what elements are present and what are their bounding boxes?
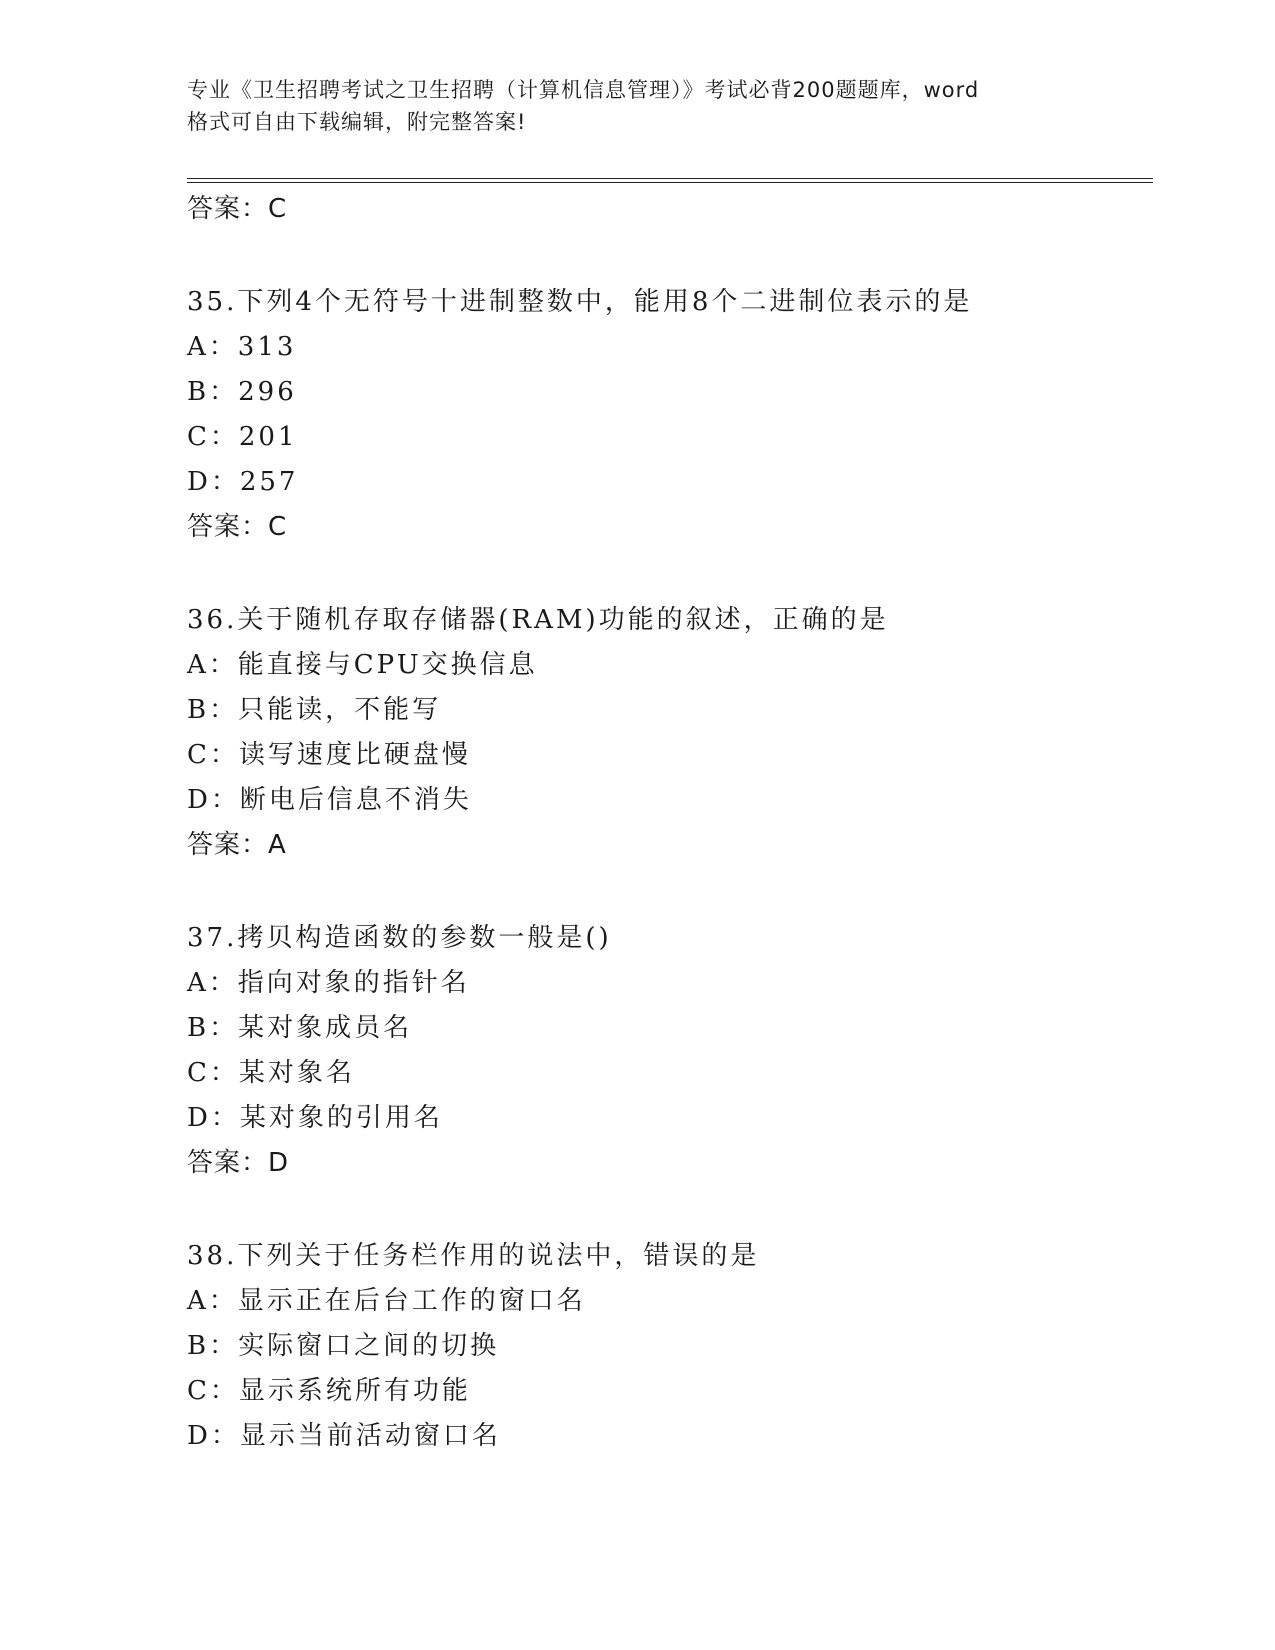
question-title: 36.关于随机存取存储器(RAM)功能的叙述，正确的是: [187, 605, 889, 635]
header-line-1: 专业《卫生招聘考试之卫生招聘（计算机信息管理）》考试必背200题题库，word: [187, 78, 980, 102]
answer: 答案：A: [187, 830, 287, 860]
question-title: 35.下列4个无符号十进制整数中，能用8个二进制位表示的是: [187, 287, 973, 317]
option-a: A：指向对象的指针名: [187, 968, 470, 998]
spacer: [187, 232, 1153, 280]
question-35: [187, 280, 1153, 550]
option-a: A：313: [187, 332, 297, 362]
option-d: D：断电后信息不消失: [187, 785, 472, 815]
question-title: 38.下列关于任务栏作用的说法中，错误的是: [187, 1241, 760, 1271]
question-list: [187, 186, 1153, 1459]
previous-answer: 答案：C: [187, 194, 288, 224]
header-line-2: 格式可自由下载编辑，附完整答案!: [187, 110, 527, 134]
option-d: D：显示当前活动窗口名: [187, 1421, 501, 1451]
option-b: B：只能读，不能写: [187, 695, 442, 725]
answer: 答案：D: [187, 1148, 290, 1178]
option-b: B：某对象成员名: [187, 1013, 413, 1043]
question-38: [187, 1234, 1153, 1459]
spacer: [187, 868, 1153, 916]
question-37: [187, 916, 1153, 1186]
question-36: [187, 598, 1153, 868]
spacer: [187, 550, 1153, 598]
header-divider: [187, 178, 1153, 183]
option-a: A：显示正在后台工作的窗口名: [187, 1286, 586, 1316]
option-d: D：某对象的引用名: [187, 1103, 443, 1133]
spacer: [187, 1186, 1153, 1234]
answer: 答案：C: [187, 512, 288, 542]
option-c: C：某对象名: [187, 1058, 355, 1088]
option-a: A：能直接与CPU交换信息: [187, 650, 538, 680]
question-title: 37.拷贝构造函数的参数一般是(): [187, 923, 612, 953]
option-c: C：201: [187, 422, 298, 452]
option-d: D：257: [187, 467, 299, 497]
page-header: [187, 74, 1107, 138]
option-c: C：显示系统所有功能: [187, 1376, 471, 1406]
option-b: B：296: [187, 377, 297, 407]
option-c: C：读写速度比硬盘慢: [187, 740, 471, 770]
option-b: B：实际窗口之间的切换: [187, 1331, 500, 1361]
